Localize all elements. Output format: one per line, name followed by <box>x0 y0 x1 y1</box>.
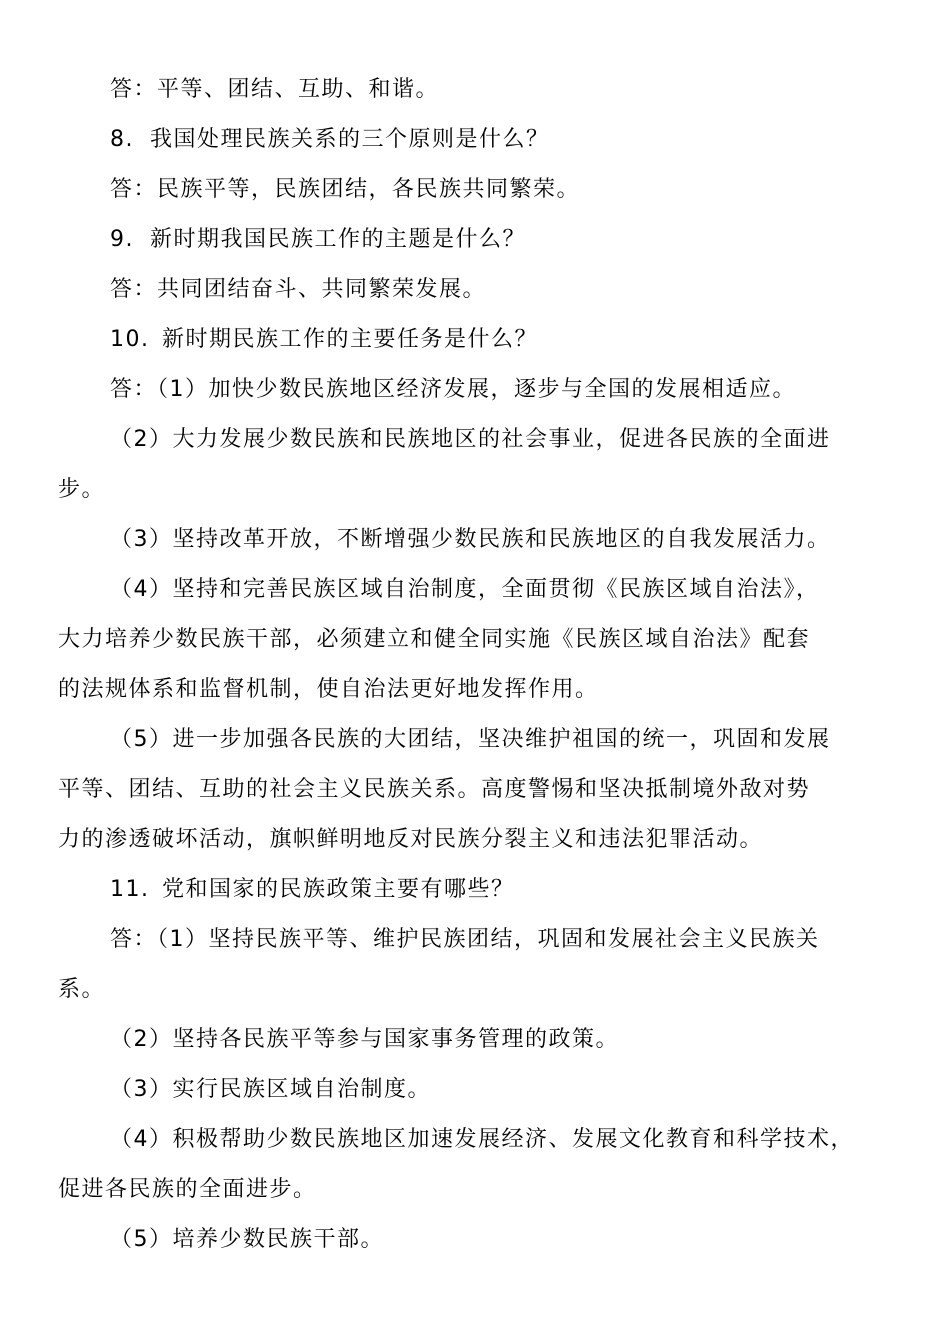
question-11 <box>110 874 890 906</box>
answer-11-item-5: （5）培养少数民族干部。 <box>110 1227 384 1252</box>
question-number: 8. <box>110 127 134 152</box>
answer-10-item-1: 答：（1）加快少数民族地区经济发展，逐步与全国的发展相适应。 <box>110 377 796 402</box>
answer-11-item-1-cont: 系。 <box>58 977 106 1002</box>
answer-11-item-1: 答：（1）坚持民族平等、维护民族团结，巩固和发展社会主义民族关 <box>110 927 820 952</box>
answer-11-item-4: （4）积极帮助少数民族地区加速发展经济、发展文化教育和科学技术， <box>110 1127 854 1152</box>
answer-10-item-2-cont: 步。 <box>58 477 106 502</box>
question-10 <box>110 324 890 356</box>
question-number: 11. <box>110 877 150 902</box>
question-number: 10. <box>110 327 150 352</box>
answer-10-item-4-cont-1: 大力培养少数民族干部，必须建立和健全同实施《民族区域自治法》配套 <box>58 627 811 652</box>
answer-9: 答：共同团结奋斗、共同繁荣发展。 <box>110 277 487 302</box>
question-text: 新时期我国民族工作的主题是什么？ <box>150 227 527 252</box>
answer-10-item-4: （4）坚持和完善民族区域自治制度，全面贯彻《民族区域自治法》， <box>110 577 820 602</box>
answer-10-item-4-cont-2: 的法规体系和监督机制，使自治法更好地发挥作用。 <box>58 677 599 702</box>
question-text: 我国处理民族关系的三个原则是什么？ <box>150 127 550 152</box>
question-text: 新时期民族工作的主要任务是什么？ <box>162 327 539 352</box>
question-9 <box>110 224 890 256</box>
answer-7: 答：平等、团结、互助、和谐。 <box>110 77 440 102</box>
answer-10-item-3: （3）坚持改革开放，不断增强少数民族和民族地区的自我发展活力。 <box>110 527 831 552</box>
answer-11-item-4-cont: 促进各民族的全面进步。 <box>58 1177 317 1202</box>
question-number: 9. <box>110 227 134 252</box>
answer-10-item-5-cont-2: 力的渗透破坏活动，旗帜鲜明地反对民族分裂主义和违法犯罪活动。 <box>58 827 764 852</box>
question-8 <box>110 124 890 156</box>
question-text: 党和国家的民族政策主要有哪些？ <box>162 877 515 902</box>
answer-10-item-5: （5）进一步加强各民族的大团结，坚决维护祖国的统一，巩固和发展 <box>110 727 831 752</box>
answer-10-item-2: （2）大力发展少数民族和民族地区的社会事业，促进各民族的全面进 <box>110 427 831 452</box>
answer-11-item-2: （2）坚持各民族平等参与国家事务管理的政策。 <box>110 1027 619 1052</box>
answer-11-item-3: （3）实行民族区域自治制度。 <box>110 1077 431 1102</box>
answer-8: 答：民族平等，民族团结，各民族共同繁荣。 <box>110 177 581 202</box>
answer-10-item-5-cont-1: 平等、团结、互助的社会主义民族关系。高度警惕和坚决抵制境外敌对势 <box>58 777 811 802</box>
